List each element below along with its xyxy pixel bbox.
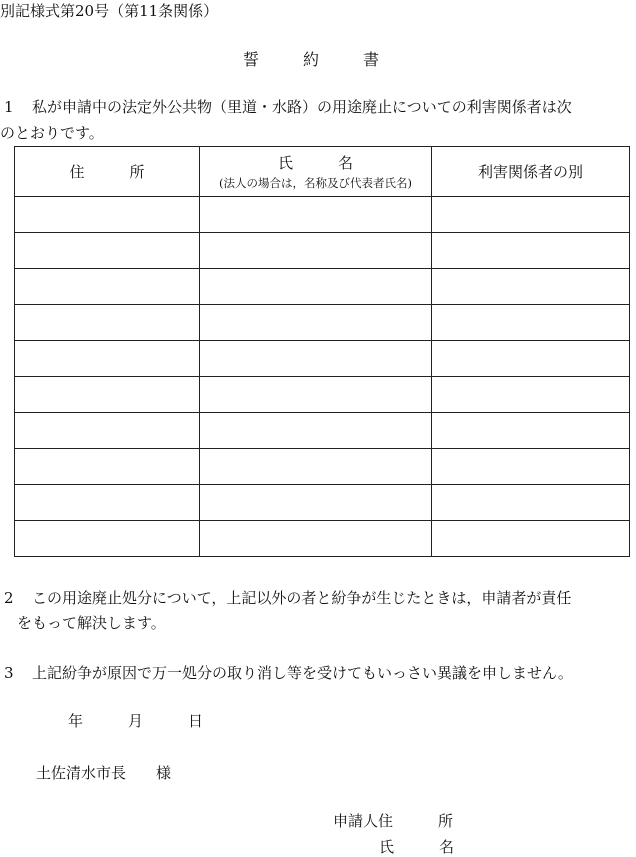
item1-number: 1 [4,98,14,116]
header-name-sub: (法人の場合は，名称及び代表者氏名) [219,176,412,190]
cell-relation[interactable] [432,521,630,557]
table-header-row [15,147,630,197]
table-row [15,269,630,305]
cell-name[interactable] [200,377,432,413]
header-name [200,147,432,197]
table-row [15,377,630,413]
cell-name[interactable] [200,269,432,305]
cell-address[interactable] [15,197,200,233]
cell-name[interactable] [200,197,432,233]
cell-name[interactable] [200,521,432,557]
cell-address[interactable] [15,485,200,521]
cell-relation[interactable] [432,233,630,269]
table-row [15,413,630,449]
cell-relation[interactable] [432,449,630,485]
item1-text: 私が申請中の法定外公共物（里道・水路）の用途廃止についての利害関係者は次 [32,98,572,116]
table-row [15,233,630,269]
item3-body: 上記紛争が原因で万一処分の取り消し等を受けてもいっさい異議を申しません。 [32,664,573,682]
form-label: 別記様式第20号（第11条関係） [0,2,219,20]
applicant-name-label: 氏 名 [379,838,455,856]
cell-address[interactable] [15,413,200,449]
item2-text-line2: をもって解決します。 [17,614,166,632]
cell-address[interactable] [15,305,200,341]
interested-parties-table [14,146,630,557]
cell-name[interactable] [200,449,432,485]
table-row [15,341,630,377]
cell-relation[interactable] [432,341,630,377]
table-row [15,521,630,557]
header-name-main: 氏 名 [277,154,353,172]
header-relation: 利害関係者の別 [432,147,630,197]
table-row [15,305,630,341]
date-line: 年 月 日 [68,712,204,730]
item2-number: 2 [4,589,14,607]
cell-relation[interactable] [432,269,630,305]
table-row [15,449,630,485]
item2-text: この用途廃止処分について，上記以外の者と紛争が生じたときは，申請者が責任 [32,589,572,607]
cell-address[interactable] [15,233,200,269]
cell-address[interactable] [15,341,200,377]
applicant-address-label: 申請人住 所 [333,812,454,830]
cell-name[interactable] [200,341,432,377]
header-address: 住 所 [15,147,200,197]
item2-text-line1 [4,587,571,608]
cell-relation[interactable] [432,197,630,233]
item3-number: 3 [4,664,14,682]
cell-address[interactable] [15,521,200,557]
cell-address[interactable] [15,269,200,305]
cell-relation[interactable] [432,377,630,413]
cell-relation[interactable] [432,305,630,341]
cell-relation[interactable] [432,485,630,521]
item3-text [4,662,573,683]
addressee: 土佐清水市長 様 [36,764,172,782]
item1-text-line1 [4,96,572,117]
cell-address[interactable] [15,377,200,413]
cell-relation[interactable] [432,413,630,449]
cell-name[interactable] [200,233,432,269]
document-title: 誓 約 書 [242,50,393,69]
cell-name[interactable] [200,485,432,521]
item1-text-line2: のとおりです。 [0,124,104,142]
cell-name[interactable] [200,413,432,449]
table-row [15,485,630,521]
cell-name[interactable] [200,305,432,341]
table-row [15,197,630,233]
cell-address[interactable] [15,449,200,485]
